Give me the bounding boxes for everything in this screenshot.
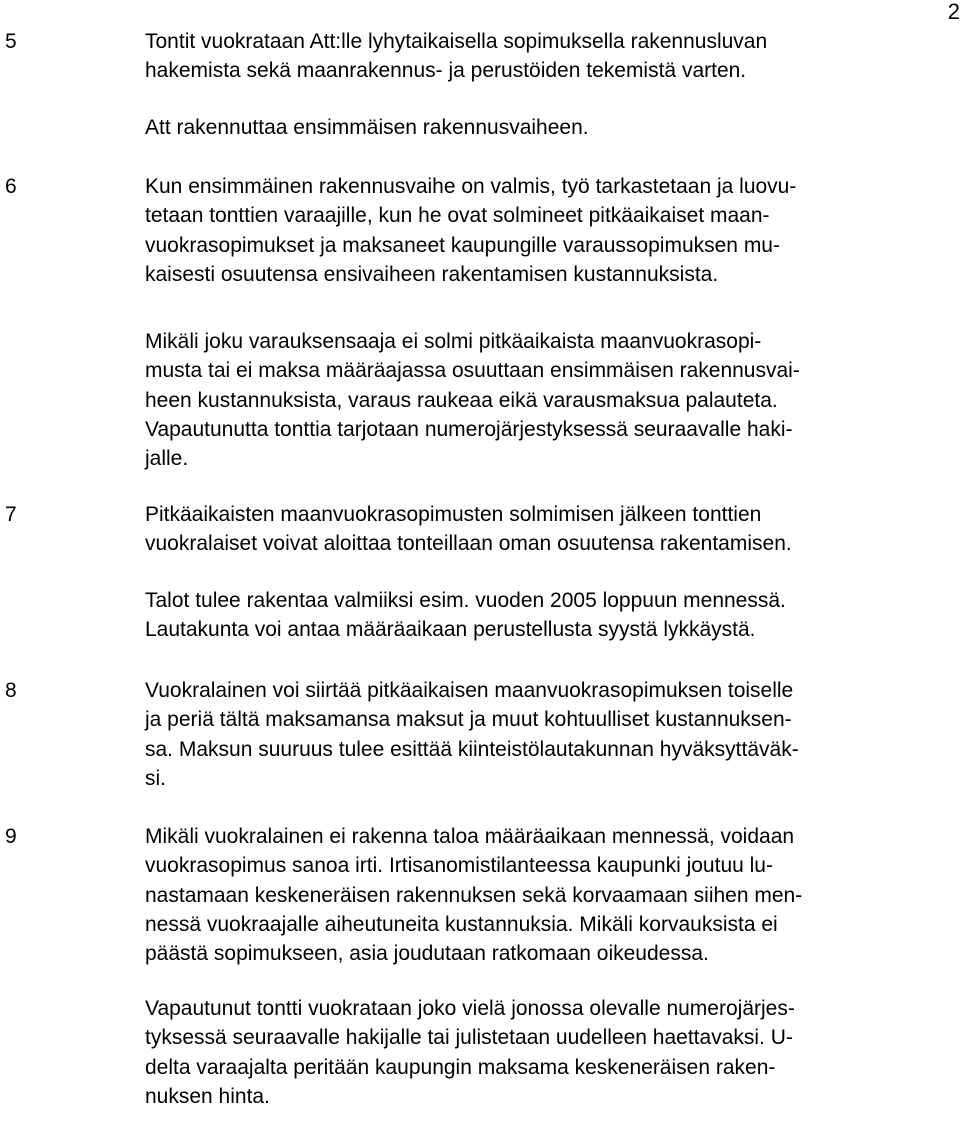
text-line: si.: [145, 766, 166, 790]
text-line: musta tai ei maksa määräajassa osuuttaan ensimmäisen rakennusvai-: [145, 359, 800, 383]
text-line: nuksen hinta.: [145, 1084, 270, 1108]
text-line: jalle.: [145, 447, 189, 471]
page-number: 2: [947, 0, 960, 24]
text-line: Pitkäaikaisten maanvuokrasopimusten solmimisen jälkeen tonttien: [145, 503, 762, 526]
text-line: Att rakennuttaa ensimmäisen rakennusvaiheen.: [145, 116, 589, 139]
text-line: Talot tulee rakentaa valmiiksi esim. vuoden 2005 loppuun mennessä.: [145, 589, 786, 612]
text-line: nastamaan keskeneräisen rakennuksen sekä korvaamaan siihen men-: [145, 883, 803, 907]
text-line: tyksessä seuraavalle hakijalle tai julistetaan uudelleen haettavaksi. U-: [145, 1026, 793, 1050]
text-line: päästä sopimukseen, asia joudutaan ratkomaan oikeudessa.: [145, 942, 709, 966]
text-line: tetaan tonttien varaajille, kun he ovat solmineet pitkäaikaiset maan-: [145, 204, 770, 228]
text-line: vuokrasopimus sanoa irti. Irtisanomistilanteessa kaupunki joutuu lu-: [145, 854, 773, 878]
text-line: hakemista sekä maanrakennus- ja perustöiden tekemistä varten.: [145, 59, 747, 83]
paragraph: [145, 27, 767, 86]
paragraph: [145, 676, 799, 793]
paragraph: [145, 113, 589, 142]
section-number: 9: [5, 825, 17, 848]
paragraph: [145, 586, 786, 645]
text-line: Vapautunut tontti vuokrataan joko vielä jonossa olevalle numerojärjes-: [145, 997, 795, 1020]
text-line: Mikäli vuokralainen ei rakenna taloa määräaikaan mennessä, voidaan: [145, 825, 795, 848]
section-number: 6: [5, 175, 17, 198]
text-line: nessä vuokraajalle aiheutuneita kustannuksia. Mikäli korvauksista ei: [145, 912, 778, 936]
text-line: delta varaajalta peritään kaupungin maksama keskeneräisen raken-: [145, 1055, 776, 1079]
section-number: 8: [5, 679, 17, 702]
text-line: vuokrasopimukset ja maksaneet kaupungille varaussopimuksen mu-: [145, 233, 780, 257]
paragraph: [145, 994, 795, 1111]
text-line: kaisesti osuutensa ensivaiheen rakentamisen kustannuksista.: [145, 262, 719, 286]
text-line: heen kustannuksista, varaus raukeaa eikä varausmaksua palauteta.: [145, 388, 778, 412]
text-line: Tontit vuokrataan Att:lle lyhytaikaisella sopimuksella rakennusluvan: [145, 30, 768, 53]
text-line: Vuokralainen voi siirtää pitkäaikaisen maanvuokrasopimuksen toiselle: [145, 679, 794, 702]
text-line: Vapautunutta tonttia tarjotaan numerojärjestyksessä seuraavalle haki-: [145, 417, 793, 441]
text-line: Mikäli joku varauksensaaja ei solmi pitkäaikaista maanvuokrasopi-: [145, 330, 762, 353]
section-number: 7: [5, 503, 17, 526]
text-line: ja periä tältä maksamansa maksut ja muut kohtuulliset kustannuksen-: [145, 708, 792, 732]
paragraph: [145, 327, 800, 473]
text-line: vuokralaiset voivat aloittaa tonteillaan oman osuutensa rakentamisen.: [145, 532, 792, 556]
paragraph: [145, 172, 796, 289]
section-number: 5: [5, 30, 17, 53]
text-line: Kun ensimmäinen rakennusvaihe on valmis, työ tarkastetaan ja luovu-: [145, 175, 797, 198]
paragraph: [145, 500, 792, 559]
text-line: Lautakunta voi antaa määräaikaan perustellusta syystä lykkäystä.: [145, 618, 756, 642]
text-line: sa. Maksun suuruus tulee esittää kiinteistölautakunnan hyväksyttäväk-: [145, 737, 799, 761]
paragraph: [145, 822, 802, 968]
